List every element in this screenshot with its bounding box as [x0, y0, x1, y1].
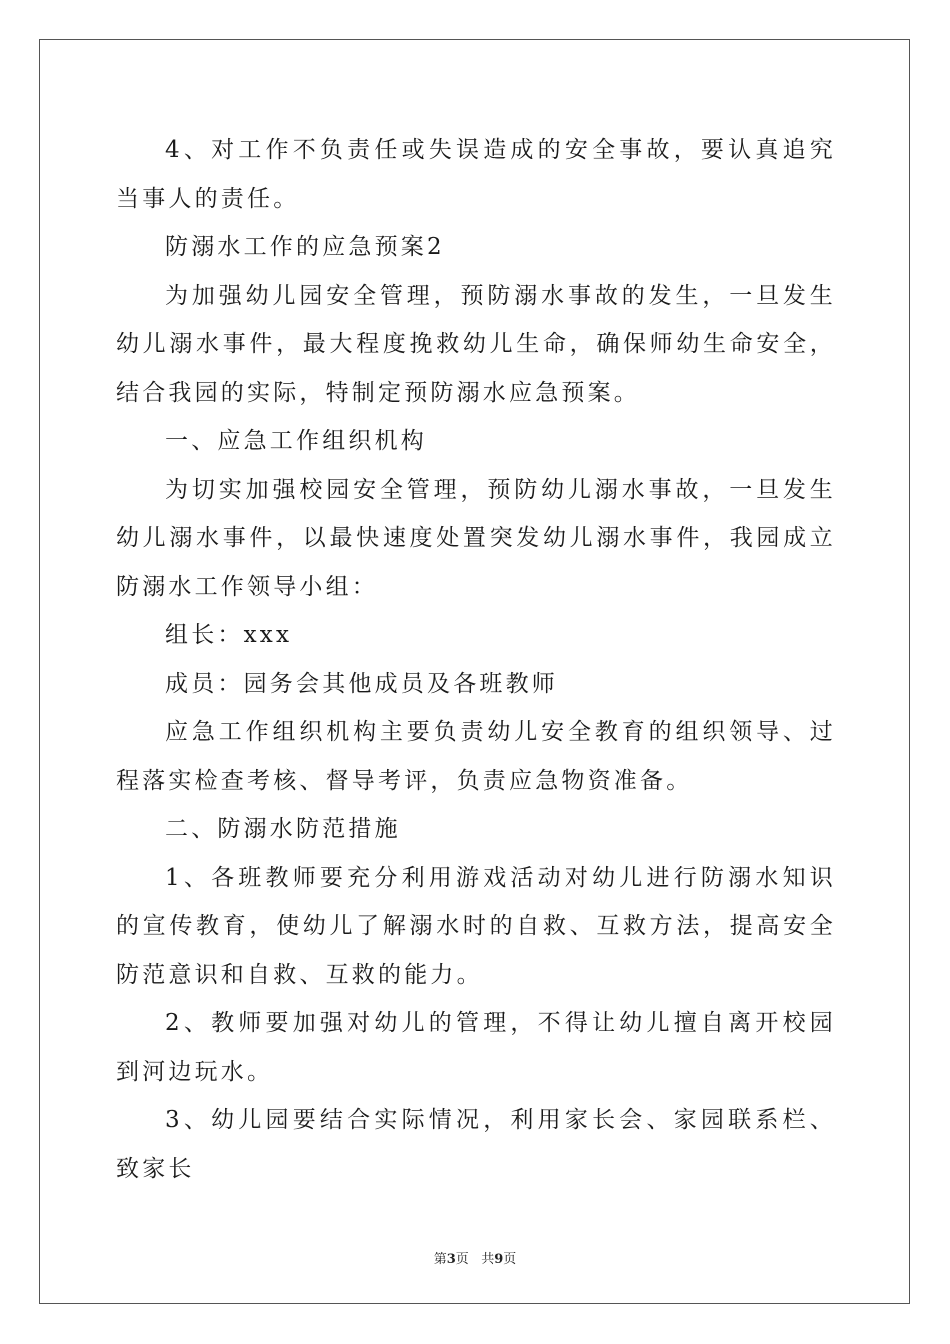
paragraph: 为加强幼儿园安全管理，预防溺水事故的发生，一旦发生幼儿溺水事件，最大程度挽救幼儿生命，确保师幼生命安全，结合我园的实际，特制定预防溺水应急预案。 — [116, 282, 836, 406]
paragraph: 3、幼儿园要结合实际情况，利用家长会、家园联系栏、致家长 — [116, 1107, 836, 1182]
page-suffix: 页 — [455, 1252, 469, 1267]
page-footer — [0, 1248, 950, 1267]
paragraph: 应急工作组织机构主要负责幼儿安全教育的组织领导、过程落实检查考核、督导考评，负责应急物资准备。 — [116, 719, 836, 794]
page-current: 3 — [446, 1252, 456, 1267]
paragraph: 1、各班教师要充分利用游戏活动对幼儿进行防溺水知识的宣传教育，使幼儿了解溺水时的自救、互救方法，提高安全防范意识和自救、互救的能力。 — [116, 864, 836, 988]
paragraph: 组长：xxx — [165, 622, 293, 648]
paragraph: 为切实加强校园安全管理，预防幼儿溺水事故，一旦发生幼儿溺水事件，以最快速度处置突发幼儿溺水事件，我园成立防溺水工作领导小组： — [116, 476, 836, 600]
paragraph: 成员：园务会其他成员及各班教师 — [165, 670, 558, 697]
page-prefix: 第 — [433, 1252, 447, 1267]
page-total: 9 — [494, 1252, 504, 1267]
total-suffix: 页 — [503, 1252, 517, 1267]
section-heading: 一、应急工作组织机构 — [165, 428, 427, 454]
section-title: 防溺水工作的应急预案2 — [165, 234, 445, 260]
paragraph: 4、对工作不负责任或失误造成的安全事故，要认真追究当事人的责任。 — [116, 137, 836, 212]
total-prefix: 共 — [481, 1252, 495, 1267]
paragraph: 2、教师要加强对幼儿的管理，不得让幼儿擅自离开校园到河边玩水。 — [116, 1010, 836, 1085]
section-heading: 二、防溺水防范措施 — [165, 816, 401, 842]
document-body — [116, 126, 836, 1193]
